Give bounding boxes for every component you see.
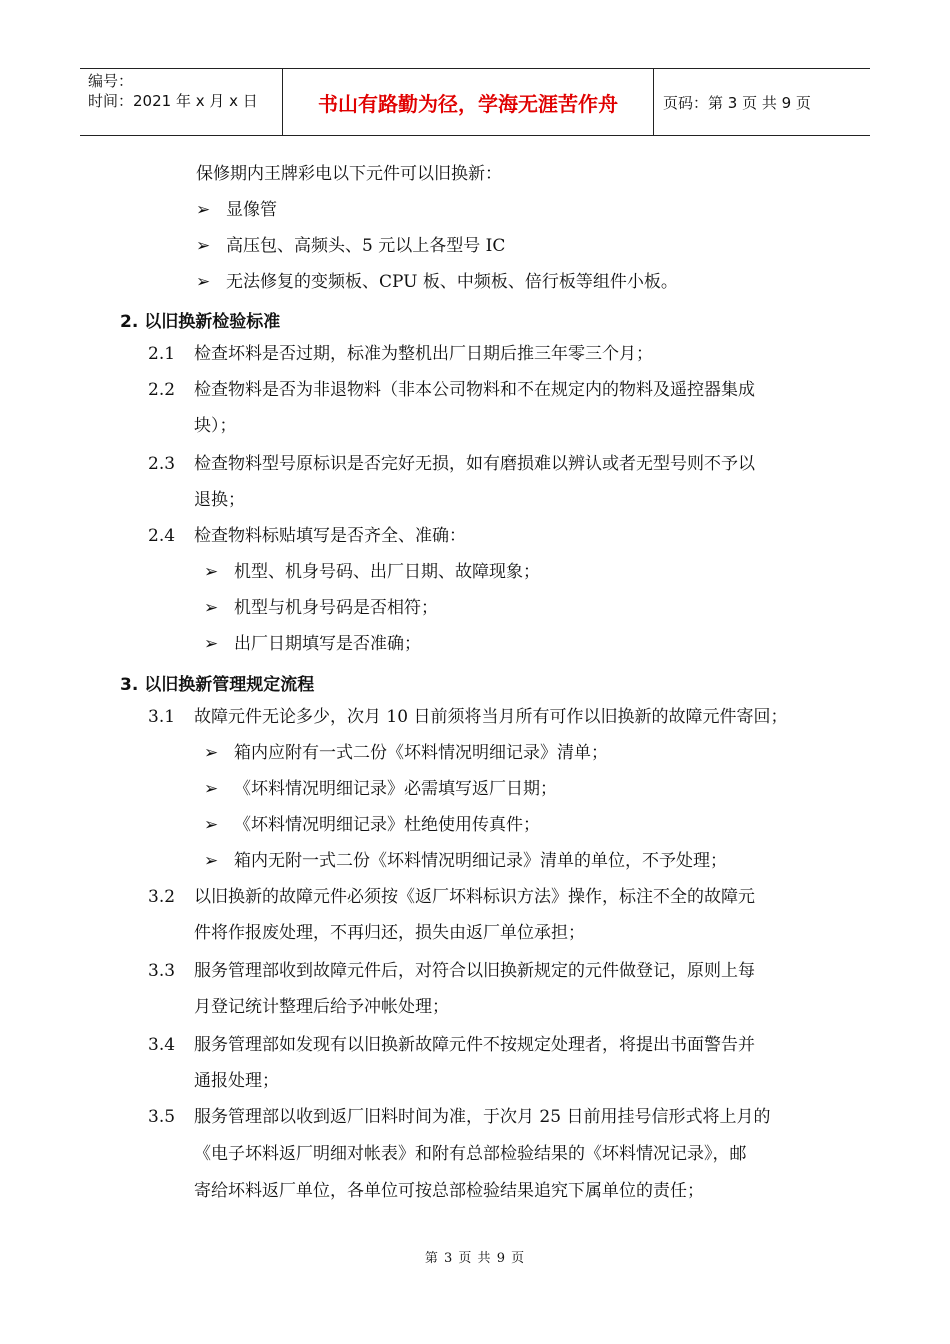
list-item: 2.4 检查物料标贴填写是否齐全、准确： bbox=[148, 526, 466, 546]
list-item-continuation: 《电子坏料返厂明细对帐表》和附有总部检验结果的《坏料情况记录》，邮 bbox=[194, 1144, 747, 1164]
section-3-title: 3. 以旧换新管理规定流程 bbox=[120, 675, 315, 695]
list-item-continuation: 块）； bbox=[194, 416, 237, 436]
header-page-info: 页码：第 3 页 共 9 页 bbox=[663, 93, 811, 112]
arrow-bullet-icon: ➢ bbox=[204, 598, 219, 618]
arrow-bullet-icon: ➢ bbox=[196, 200, 211, 220]
arrow-bullet-icon: ➢ bbox=[204, 562, 219, 582]
sub-list-item: ➢ 机型、机身号码、出厂日期、故障现象； bbox=[204, 562, 540, 582]
arrow-bullet-icon: ➢ bbox=[204, 815, 219, 835]
sub-list-item: ➢ 《坏料情况明细记录》杜绝使用传真件； bbox=[204, 815, 540, 835]
arrow-bullet-icon: ➢ bbox=[204, 779, 219, 799]
sub-list-item: ➢ 出厂日期填写是否准确； bbox=[204, 634, 421, 654]
page-header bbox=[80, 68, 870, 136]
list-item-continuation: 退换； bbox=[194, 490, 245, 510]
list-item: 2.2 检查物料是否为非退物料（非本公司物料和不在规定内的物料及遥控器集成 bbox=[148, 380, 755, 400]
list-item: 2.1 检查坏料是否过期，标准为整机出厂日期后推三年零三个月； bbox=[148, 344, 653, 364]
arrow-bullet-icon: ➢ bbox=[196, 272, 211, 292]
list-item-continuation: 寄给坏料返厂单位，各单位可按总部检验结果追究下属单位的责任； bbox=[194, 1181, 704, 1201]
sub-list-item: ➢ 箱内应附有一式二份《坏料情况明细记录》清单； bbox=[204, 743, 608, 763]
page-footer: 第 3 页 共 9 页 bbox=[424, 1251, 526, 1266]
list-item: 3.4 服务管理部如发现有以旧换新故障元件不按规定处理者，将提出书面警告并 bbox=[148, 1035, 755, 1055]
list-item-continuation: 月登记统计整理后给予冲帐处理； bbox=[194, 997, 449, 1017]
list-item: 3.3 服务管理部收到故障元件后，对符合以旧换新规定的元件做登记，原则上每 bbox=[148, 961, 755, 981]
arrow-bullet-icon: ➢ bbox=[204, 851, 219, 871]
arrow-bullet-icon: ➢ bbox=[204, 634, 219, 654]
header-motto: 书山有路勤为径，学海无涯苦作舟 bbox=[282, 69, 654, 135]
arrow-bullet-icon: ➢ bbox=[204, 743, 219, 763]
list-item: 3.1 故障元件无论多少，次月 10 日前须将当月所有可作以旧换新的故障元件寄回； bbox=[148, 707, 788, 727]
list-item: 3.5 服务管理部以收到返厂旧料时间为准，于次月 25 日前用挂号信形式将上月的 bbox=[148, 1107, 771, 1127]
header-meta bbox=[80, 69, 282, 135]
sub-list-item: ➢ 机型与机身号码是否相符； bbox=[204, 598, 438, 618]
list-item: ➢ 显像管 bbox=[196, 200, 277, 220]
list-item: ➢ 高压包、高频头、5 元以上各型号 IC bbox=[196, 236, 506, 256]
list-item-continuation: 件将作报废处理，不再归还，损失由返厂单位承担； bbox=[194, 923, 585, 943]
list-item: 3.2 以旧换新的故障元件必须按《返厂坏料标识方法》操作，标注不全的故障元 bbox=[148, 887, 755, 907]
sub-list-item: ➢ 箱内无附一式二份《坏料情况明细记录》清单的单位，不予处理； bbox=[204, 851, 727, 871]
intro-text: 保修期内王牌彩电以下元件可以旧换新： bbox=[196, 164, 502, 184]
doc-time-label: 时间：2021 年 x 月 x 日 bbox=[88, 92, 258, 110]
sub-list-item: ➢ 《坏料情况明细记录》必需填写返厂日期； bbox=[204, 779, 557, 799]
list-item: 2.3 检查物料型号原标识是否完好无损，如有磨损难以辨认或者无型号则不予以 bbox=[148, 454, 755, 474]
doc-number-label: 编号： bbox=[88, 72, 134, 90]
list-item-continuation: 通报处理； bbox=[194, 1071, 279, 1091]
arrow-bullet-icon: ➢ bbox=[196, 236, 211, 256]
list-item: ➢ 无法修复的变频板、CPU 板、中频板、倍行板等组件小板。 bbox=[196, 272, 678, 292]
section-2-title: 2. 以旧换新检验标准 bbox=[120, 312, 281, 332]
